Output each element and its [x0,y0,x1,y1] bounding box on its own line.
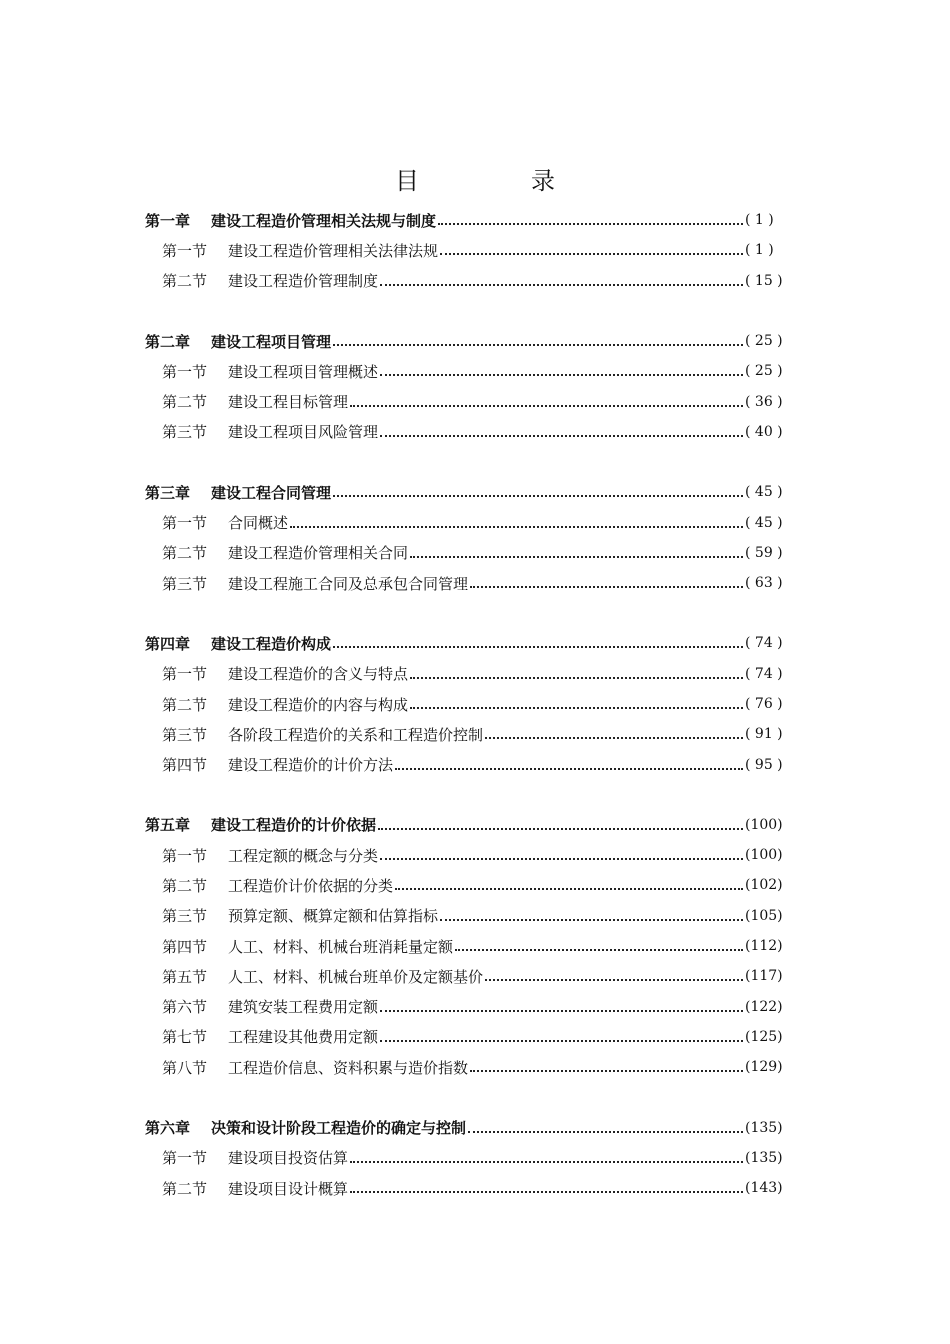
toc-entry-number: 第四节 [162,937,208,956]
toc-entry-page: ( 91 ) [745,726,783,743]
toc-entry-number: 第五章 [145,816,191,835]
toc-entry-number: 第一节 [162,241,208,260]
toc-entry-page: ( 95 ) [745,756,783,773]
toc-chapter-1 [145,205,795,296]
toc-entry-page: ( 45 ) [745,514,783,531]
toc-entry-title: 建设工程造价管理制度 [228,272,379,291]
toc-entry-page: ( 25 ) [745,363,783,380]
toc-entry-page: ( 45 ) [745,484,783,501]
toc-section-row[interactable] [145,235,795,265]
dot-leader [380,370,743,376]
dot-leader [455,945,743,951]
toc-entry-title: 人工、材料、机械台班单价及定额基价 [228,967,484,986]
toc-entry-number: 第二节 [162,272,208,291]
toc-section-row[interactable] [145,901,795,931]
toc-entry-title: 工程定额的概念与分类 [228,846,379,865]
toc-section-row[interactable] [145,840,795,870]
toc-entry-page: (129) [745,1059,783,1076]
toc-entry-title: 建设项目设计概算 [228,1179,349,1198]
toc-section-row[interactable] [145,507,795,537]
toc-chapter-4 [145,628,795,779]
dot-leader [410,673,743,679]
toc-entry-title: 建筑安装工程费用定额 [228,998,379,1017]
toc-entry-number: 第二节 [162,695,208,714]
toc-entry-title: 工程造价信息、资料积累与造价指数 [228,1058,469,1077]
toc-section-row[interactable] [145,1022,795,1052]
toc-entry-page: ( 59 ) [745,544,783,561]
dot-leader [380,1036,743,1042]
toc-chapter-row[interactable] [145,1112,795,1142]
dot-leader [380,280,743,286]
toc-entry-title: 建设工程造价的含义与特点 [228,665,409,684]
toc-entry-number: 第三节 [162,574,208,593]
toc-chapter-3 [145,477,795,598]
toc-entry-number: 第三节 [162,907,208,926]
toc-section-row[interactable] [145,1143,795,1173]
toc-chapter-row[interactable] [145,205,795,235]
dot-leader [350,1187,743,1193]
toc-entry-page: ( 74 ) [745,635,783,652]
dot-leader [350,401,743,407]
toc-entry-title: 预算定额、概算定额和估算指标 [228,907,439,926]
toc-entry-number: 第四章 [145,634,191,653]
dot-leader [395,884,743,890]
dot-leader [485,733,743,739]
toc-entry-number: 第六章 [145,1119,191,1138]
dot-leader [333,642,743,648]
toc-chapter-row[interactable] [145,810,795,840]
dot-leader [440,915,743,921]
toc-section-row[interactable] [145,538,795,568]
toc-entry-page: ( 76 ) [745,696,783,712]
dot-leader [470,582,743,588]
toc-chapter-5 [145,810,795,1083]
table-of-contents [145,205,795,1233]
dot-leader [470,1066,743,1072]
toc-entry-title: 建设工程造价的内容与构成 [228,695,409,714]
toc-entry-title: 建设项目投资估算 [228,1149,349,1168]
toc-section-row[interactable] [145,356,795,386]
toc-entry-page: (125) [745,1028,783,1045]
toc-section-row[interactable] [145,931,795,961]
toc-entry-page: (122) [745,998,783,1015]
toc-entry-number: 第五节 [162,967,208,986]
toc-chapter-6 [145,1112,795,1203]
toc-entry-number: 第一节 [162,665,208,684]
toc-entry-title: 工程建设其他费用定额 [228,1028,379,1047]
toc-entry-page: (100) [745,816,783,833]
toc-section-row[interactable] [145,1173,795,1203]
dot-leader [378,824,743,830]
toc-entry-page: (135) [745,1149,783,1166]
toc-entry-title: 建设工程项目风险管理 [228,423,379,442]
toc-entry-page: ( 40 ) [745,423,783,440]
toc-entry-number: 第二节 [162,1179,208,1198]
toc-entry-title: 建设工程施工合同及总承包合同管理 [228,574,469,593]
toc-entry-page: (143) [745,1180,783,1197]
toc-entry-number: 第七节 [162,1028,208,1047]
dot-leader [410,703,743,709]
dot-leader [290,522,743,528]
toc-entry-title: 建设工程造价的计价依据 [211,816,377,835]
toc-entry-page: (100) [745,847,783,864]
toc-section-row[interactable] [145,266,795,296]
toc-entry-page: (117) [745,968,783,985]
toc-entry-number: 第一节 [162,362,208,381]
dot-leader [380,1006,743,1012]
toc-entry-title: 建设工程项目管理概述 [228,362,379,381]
toc-chapter-2 [145,326,795,447]
toc-entry-number: 第八节 [162,1058,208,1077]
dot-leader [380,431,743,437]
toc-entry-number: 第三节 [162,423,208,442]
toc-entry-number: 第六节 [162,998,208,1017]
toc-entry-title: 建设工程造价的计价方法 [228,756,394,775]
toc-section-row[interactable] [145,992,795,1022]
toc-section-row[interactable] [145,568,795,598]
toc-entry-number: 第二节 [162,544,208,563]
toc-chapter-row[interactable] [145,326,795,356]
toc-entry-number: 第一节 [162,846,208,865]
toc-entry-page: (135) [745,1119,783,1136]
toc-entry-page: ( 1 ) [745,212,774,229]
toc-section-row[interactable] [145,689,795,719]
toc-entry-number: 第一节 [162,514,208,533]
toc-section-row[interactable] [145,1052,795,1082]
toc-entry-title: 建设工程造价管理相关法规与制度 [211,211,437,230]
toc-entry-number: 第一节 [162,1149,208,1168]
toc-entry-page: (102) [745,877,783,894]
dot-leader [438,219,743,225]
toc-entry-title: 建设工程合同管理 [211,483,332,502]
toc-entry-title: 建设工程造价管理相关法律法规 [228,241,439,260]
dot-leader [410,552,743,558]
toc-entry-number: 第三章 [145,483,191,502]
dot-leader [333,491,743,497]
toc-section-row[interactable] [145,417,795,447]
toc-entry-page: ( 63 ) [745,575,783,592]
toc-entry-title: 建设工程造价构成 [211,634,332,653]
toc-section-row[interactable] [145,749,795,779]
toc-entry-title: 建设工程造价管理相关合同 [228,544,409,563]
toc-entry-number: 第二节 [162,393,208,412]
toc-entry-number: 第二节 [162,876,208,895]
toc-chapter-row[interactable] [145,477,795,507]
dot-leader [485,975,743,981]
toc-entry-title: 合同概述 [228,514,289,533]
toc-entry-page: ( 36 ) [745,393,783,410]
toc-entry-title: 建设工程目标管理 [228,393,349,412]
toc-entry-title: 人工、材料、机械台班消耗量定额 [228,937,454,956]
toc-entry-title: 决策和设计阶段工程造价的确定与控制 [211,1119,467,1138]
dot-leader [440,249,743,255]
toc-entry-page: ( 25 ) [745,333,783,350]
dot-leader [468,1127,743,1133]
toc-entry-title: 工程造价计价依据的分类 [228,876,394,895]
toc-entry-page: (112) [745,938,783,955]
toc-section-row[interactable] [145,870,795,900]
dot-leader [333,340,743,346]
toc-entry-number: 第四节 [162,756,208,775]
toc-section-row[interactable] [145,659,795,689]
toc-entry-number: 第三节 [162,725,208,744]
toc-entry-title: 建设工程项目管理 [211,332,332,351]
dot-leader [350,1157,743,1163]
toc-section-row[interactable] [145,961,795,991]
toc-entry-page: ( 74 ) [745,665,783,682]
toc-section-row[interactable] [145,719,795,749]
dot-leader [380,854,743,860]
dot-leader [395,764,743,770]
toc-chapter-row[interactable] [145,628,795,658]
toc-entry-number: 第一章 [145,211,191,230]
toc-entry-page: ( 15 ) [745,272,783,289]
toc-entry-page: ( 1 ) [745,242,774,259]
toc-entry-page: (105) [745,907,783,924]
toc-entry-title: 各阶段工程造价的关系和工程造价控制 [228,725,484,744]
toc-entry-number: 第二章 [145,332,191,351]
page-title: 目 录 [395,167,599,196]
toc-section-row[interactable] [145,386,795,416]
